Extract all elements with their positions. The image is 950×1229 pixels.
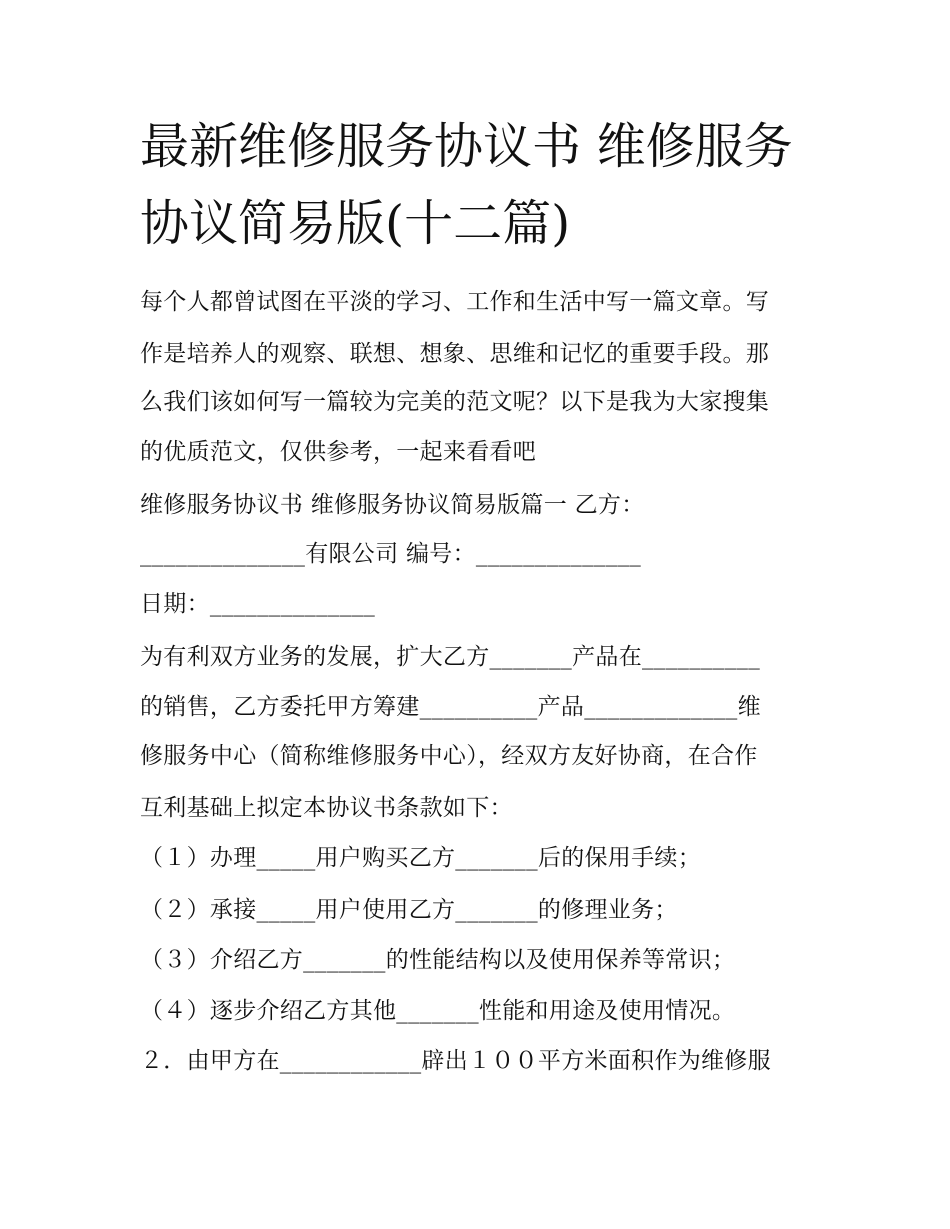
body-line: 么我们该如何写一篇较为完美的范文呢？以下是我为大家搜集 bbox=[140, 389, 770, 415]
body-line: ______________有限公司 编号：______________ bbox=[140, 541, 642, 567]
body-line: 互利基础上拟定本协议书条款如下： bbox=[140, 795, 513, 821]
body-line: （２）承接_____用户使用乙方_______的修理业务； bbox=[140, 897, 678, 923]
body-line: 的优质范文，仅供参考，一起来看看吧 bbox=[140, 439, 537, 465]
body-line: ２．由甲方在____________辟出１００平方米面积作为维修服 bbox=[140, 1048, 771, 1074]
document-title bbox=[140, 108, 840, 262]
body-line: （３）介绍乙方_______的性能结构以及使用保养等常识； bbox=[140, 947, 736, 973]
body-line: 日期：______________ bbox=[140, 591, 376, 617]
body-line: （１）办理_____用户购买乙方_______后的保用手续； bbox=[140, 845, 701, 871]
body-line: 为有利双方业务的发展，扩大乙方_______产品在__________ bbox=[140, 644, 760, 670]
title-line-1: 最新维修服务协议书 维修服务 bbox=[140, 118, 793, 175]
title-line-2: 协议简易版(十二篇) bbox=[140, 195, 571, 252]
body-line: 维修服务协议书 维修服务协议简易版篇一 乙方： bbox=[140, 492, 645, 518]
body-line: 作是培养人的观察、联想、想象、思维和记忆的重要手段。那 bbox=[140, 341, 770, 367]
body-line: 修服务中心（简称维修服务中心），经双方友好协商，在合作 bbox=[140, 743, 758, 769]
body-line: （４）逐步介绍乙方其他_______性能和用途及使用情况。 bbox=[140, 998, 736, 1024]
body-line: 每个人都曾试图在平淡的学习、工作和生活中写一篇文章。写 bbox=[140, 289, 770, 315]
body-line: 的销售，乙方委托甲方筹建__________产品_____________维 bbox=[140, 694, 761, 720]
